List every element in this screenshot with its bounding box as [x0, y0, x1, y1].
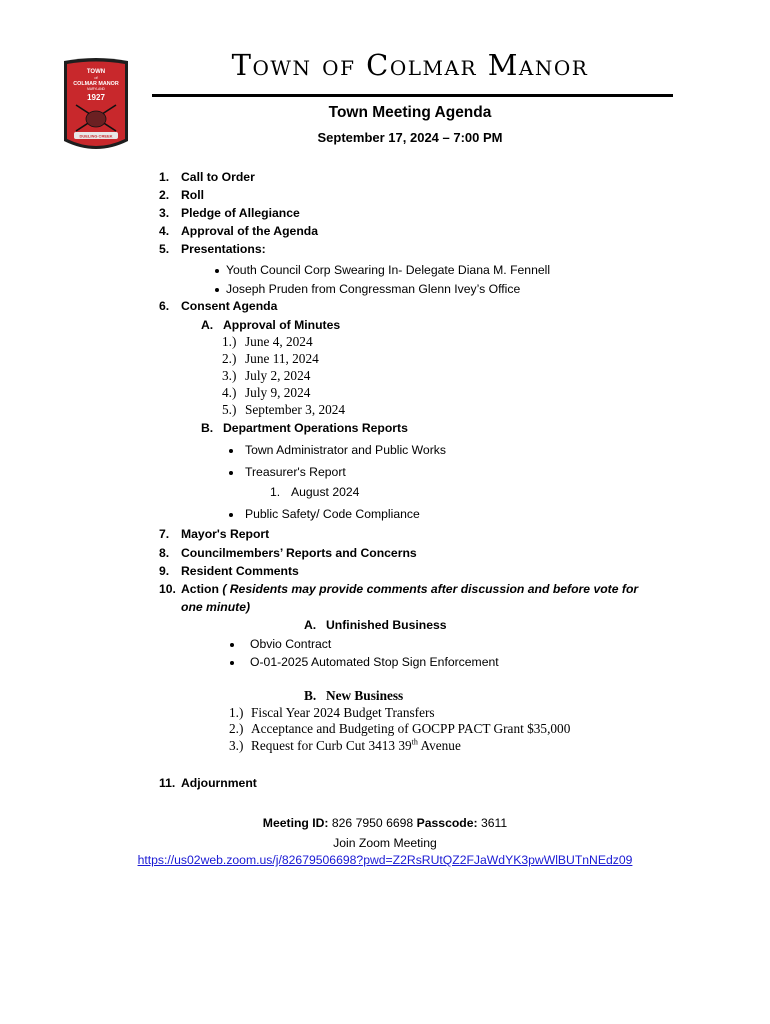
item-number: 3.: [159, 206, 170, 220]
bullet-text: Town Administrator and Public Works: [245, 443, 446, 457]
item-label: Mayor's Report: [181, 527, 270, 541]
minutes-date: July 9, 2024: [245, 385, 311, 400]
town-seal-logo: [62, 57, 130, 153]
zoom-meeting-link[interactable]: https://us02web.zoom.us/j/82679506698?pwd=Z2RsRUtQZ2FJaWdYK3pwWlBUTnNEdz09: [137, 853, 633, 867]
meeting-id-label: Meeting ID:: [262, 816, 329, 830]
agenda-date: September 17, 2024 – 7:00 PM: [317, 130, 503, 145]
item-label: Approval of the Agenda: [181, 224, 319, 238]
action-subsection-b: [304, 688, 403, 704]
bullet-icon: [215, 269, 219, 273]
treasurer-sub-item: [270, 484, 359, 500]
bullet-icon: [229, 449, 233, 453]
new-business-number: 3.): [229, 738, 244, 753]
agenda-item-10: [159, 581, 638, 597]
seal-graphic: [62, 57, 130, 153]
bullet-text: Obvio Contract: [250, 637, 332, 651]
new-business-number: 2.): [229, 721, 244, 736]
town-name-heading: Town of Colmar Manor: [231, 48, 589, 82]
presentation-bullet-2: [215, 281, 520, 297]
ordinal-suffix: th: [411, 737, 418, 747]
item-label: Councilmembers’ Reports and Concerns: [181, 546, 417, 560]
agenda-item-9: [159, 563, 299, 579]
seal-of-text: of: [94, 75, 98, 80]
minutes-item-3: [222, 368, 310, 384]
minutes-item-4: [222, 385, 310, 401]
item-number: 6.: [159, 299, 170, 313]
item-number: 5.: [159, 242, 170, 256]
agenda-item-10-note-cont: [181, 599, 250, 615]
zoom-meeting-credentials: [0, 815, 770, 831]
subsection-letter: A.: [201, 318, 214, 332]
item-number: 7.: [159, 527, 170, 541]
seal-name-text: COLMAR MANOR: [73, 81, 119, 87]
agenda-item-5: [159, 241, 266, 257]
sub-item-label: August 2024: [291, 485, 360, 499]
minutes-date: June 4, 2024: [245, 334, 313, 349]
subsection-letter: A.: [304, 618, 317, 632]
minutes-date: September 3, 2024: [245, 402, 346, 417]
minutes-item-1: [222, 334, 313, 350]
item-label: Call to Order: [181, 170, 255, 184]
item-note-continued: one minute): [181, 600, 251, 614]
agenda-item-11: [159, 775, 257, 791]
new-business-label: Request for Curb Cut 3413 39: [251, 738, 412, 753]
bullet-icon: [229, 513, 233, 517]
item-number: 4.: [159, 224, 170, 238]
minutes-date: June 11, 2024: [245, 351, 319, 366]
presentation-bullet-1: [215, 262, 550, 278]
item-label: Roll: [181, 188, 205, 202]
passcode-value: 3611: [480, 816, 508, 830]
passcode-label: Passcode:: [416, 816, 478, 830]
item-note: ( Residents may provide comments after discussion and before vote for: [222, 582, 639, 596]
bullet-text: Public Safety/ Code Compliance: [245, 507, 420, 521]
minutes-item-2: [222, 351, 319, 367]
item-number: 8.: [159, 546, 170, 560]
minutes-item-5: [222, 402, 345, 418]
subsection-label: Department Operations Reports: [223, 421, 408, 435]
report-bullet-3: [229, 506, 420, 522]
subsection-label: Approval of Minutes: [223, 318, 341, 332]
item-number: 9.: [159, 564, 170, 578]
report-bullet-1: [229, 442, 446, 458]
new-business-number: 1.): [229, 705, 244, 720]
report-bullet-2: [229, 464, 346, 480]
bullet-icon: [229, 471, 233, 475]
item-label: Action: [181, 582, 219, 596]
new-business-item-2: [229, 721, 570, 737]
agenda-title: Town Meeting Agenda: [328, 104, 492, 121]
minutes-number: 3.): [222, 368, 237, 383]
header-divider: [152, 94, 673, 97]
minutes-number: 1.): [222, 334, 237, 349]
meeting-id-value: 826 7950 6698: [331, 816, 414, 830]
bullet-icon: [230, 643, 234, 647]
seal-state-text: MARYLAND: [87, 87, 105, 91]
bullet-icon: [230, 661, 234, 665]
subsection-letter: B.: [304, 688, 317, 703]
agenda-item-4: [159, 223, 318, 239]
item-label: Consent Agenda: [181, 299, 278, 313]
item-number: 2.: [159, 188, 170, 202]
new-business-item-3: [229, 738, 461, 754]
bullet-icon: [215, 288, 219, 292]
agenda-item-8: [159, 545, 417, 561]
seal-top-text: TOWN: [86, 69, 106, 75]
new-business-label: Fiscal Year 2024 Budget Transfers: [251, 705, 435, 720]
action-subsection-a: [304, 617, 447, 633]
bullet-text: Youth Council Corp Swearing In- Delegate Diana M. Fennell: [226, 263, 551, 277]
bullet-text: Joseph Pruden from Congressman Glenn Ivey’s Office: [226, 282, 521, 296]
item-label: Resident Comments: [181, 564, 299, 578]
subsection-label: New Business: [326, 688, 404, 703]
minutes-number: 5.): [222, 402, 237, 417]
sub-item-number: 1.: [270, 485, 281, 499]
new-business-item-1: [229, 705, 435, 721]
unfinished-bullet-2: [230, 654, 499, 670]
unfinished-bullet-1: [230, 636, 331, 652]
item-number: 10.: [159, 582, 176, 596]
consent-subsection-b: [201, 420, 408, 436]
seal-motto-text: DUELING CREEK: [79, 133, 113, 139]
subsection-letter: B.: [201, 421, 214, 435]
agenda-item-2: [159, 187, 204, 203]
agenda-item-3: [159, 205, 300, 221]
agenda-item-6: [159, 298, 277, 314]
bullet-text: Treasurer's Report: [245, 465, 346, 479]
item-label: Adjournment: [181, 776, 257, 790]
agenda-item-7: [159, 526, 269, 542]
new-business-label: Acceptance and Budgeting of GOCPP PACT Grant $35,000: [251, 721, 571, 736]
item-number: 11.: [159, 776, 176, 790]
minutes-date: July 2, 2024: [245, 368, 311, 383]
bullet-text: O-01-2025 Automated Stop Sign Enforcement: [250, 655, 499, 669]
subsection-label: Unfinished Business: [326, 618, 447, 632]
zoom-link-row: [0, 852, 770, 868]
agenda-item-1: [159, 169, 255, 185]
item-label: Pledge of Allegiance: [181, 206, 300, 220]
consent-subsection-a: [201, 317, 340, 333]
new-business-label-end: Avenue: [417, 738, 461, 753]
item-label: Presentations:: [181, 242, 266, 256]
seal-year-text: 1927: [87, 93, 105, 102]
minutes-number: 4.): [222, 385, 237, 400]
item-number: 1.: [159, 170, 170, 184]
join-zoom-text: Join Zoom Meeting: [333, 836, 437, 850]
minutes-number: 2.): [222, 351, 237, 366]
